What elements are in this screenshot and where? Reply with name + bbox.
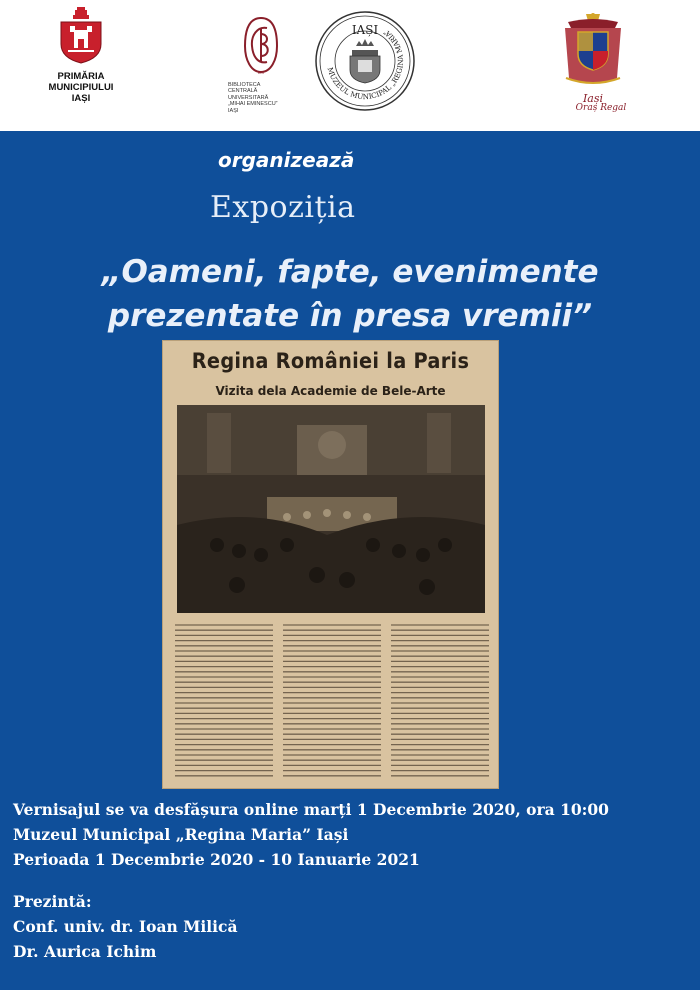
royal-coat-of-arms-icon [560,12,626,88]
primaria-line3: IAȘI [71,93,91,104]
exhibition-title [0,250,700,338]
iasi-oras-regal-logo [553,12,633,113]
academy-hall-photo [177,405,485,613]
organizer-label: organizează [218,148,355,172]
event-type-heading: Expoziția [210,190,356,225]
bcu-line1: BIBLIOTECA [228,82,261,88]
logo-header [0,0,700,131]
muzeu-seal-logo [314,10,416,112]
event-details [13,797,609,872]
iasi-coat-of-arms-icon [58,6,104,64]
bcu-line2: CENTRALĂ [228,88,258,95]
presenter-1: Conf. univ. dr. Ioan Milică [13,917,238,936]
iasi-logo-line2: Oraș Regal [575,103,627,113]
iasi-logo-line1: Iași [582,92,604,105]
bcu-line3: UNIVERSITARĂ [228,94,269,101]
muzeu-seal-ring-text: MUZEUL MUNICIPAL „REGINA MARIA” [325,27,406,102]
bcu-logo [226,14,296,114]
bcu-monogram-icon [239,14,283,76]
presenters [13,889,238,964]
bcu-line5: IAȘI [228,107,239,114]
primaria-line1: PRIMĂRIA [57,71,105,82]
primaria-logo [40,6,122,104]
primaria-line2: MUNICIPIULUI [48,82,114,93]
presenters-label: Prezintă: [13,892,92,911]
exhibition-title-line2: prezentate în presa vremii” [107,298,593,334]
period-line: Perioada 1 Decembrie 2020 - 10 Ianuarie 2021 [13,850,420,869]
clipping-headline: Regina României la Paris [191,349,470,373]
article-text-columns [175,621,489,781]
bcu-line4: „MIHAI EMINESCU” [228,101,278,108]
bcu-monogram-text: BCU [257,71,265,75]
venue-line: Muzeul Municipal „Regina Maria” Iași [13,825,349,844]
newspaper-clipping [162,340,499,789]
muzeu-seal-icon [314,10,416,112]
presenter-2: Dr. Aurica Ichim [13,942,157,961]
vernisaj-line: Vernisajul se va desfășura online marți 1 Decembrie 2020, ora 10:00 [13,800,609,819]
muzeu-seal-top-text: IAȘI [351,23,379,37]
exhibition-title-line1: „Oameni, fapte, evenimente [101,254,599,290]
clipping-subheadline: Vizita dela Academie de Bele-Arte [215,384,446,398]
